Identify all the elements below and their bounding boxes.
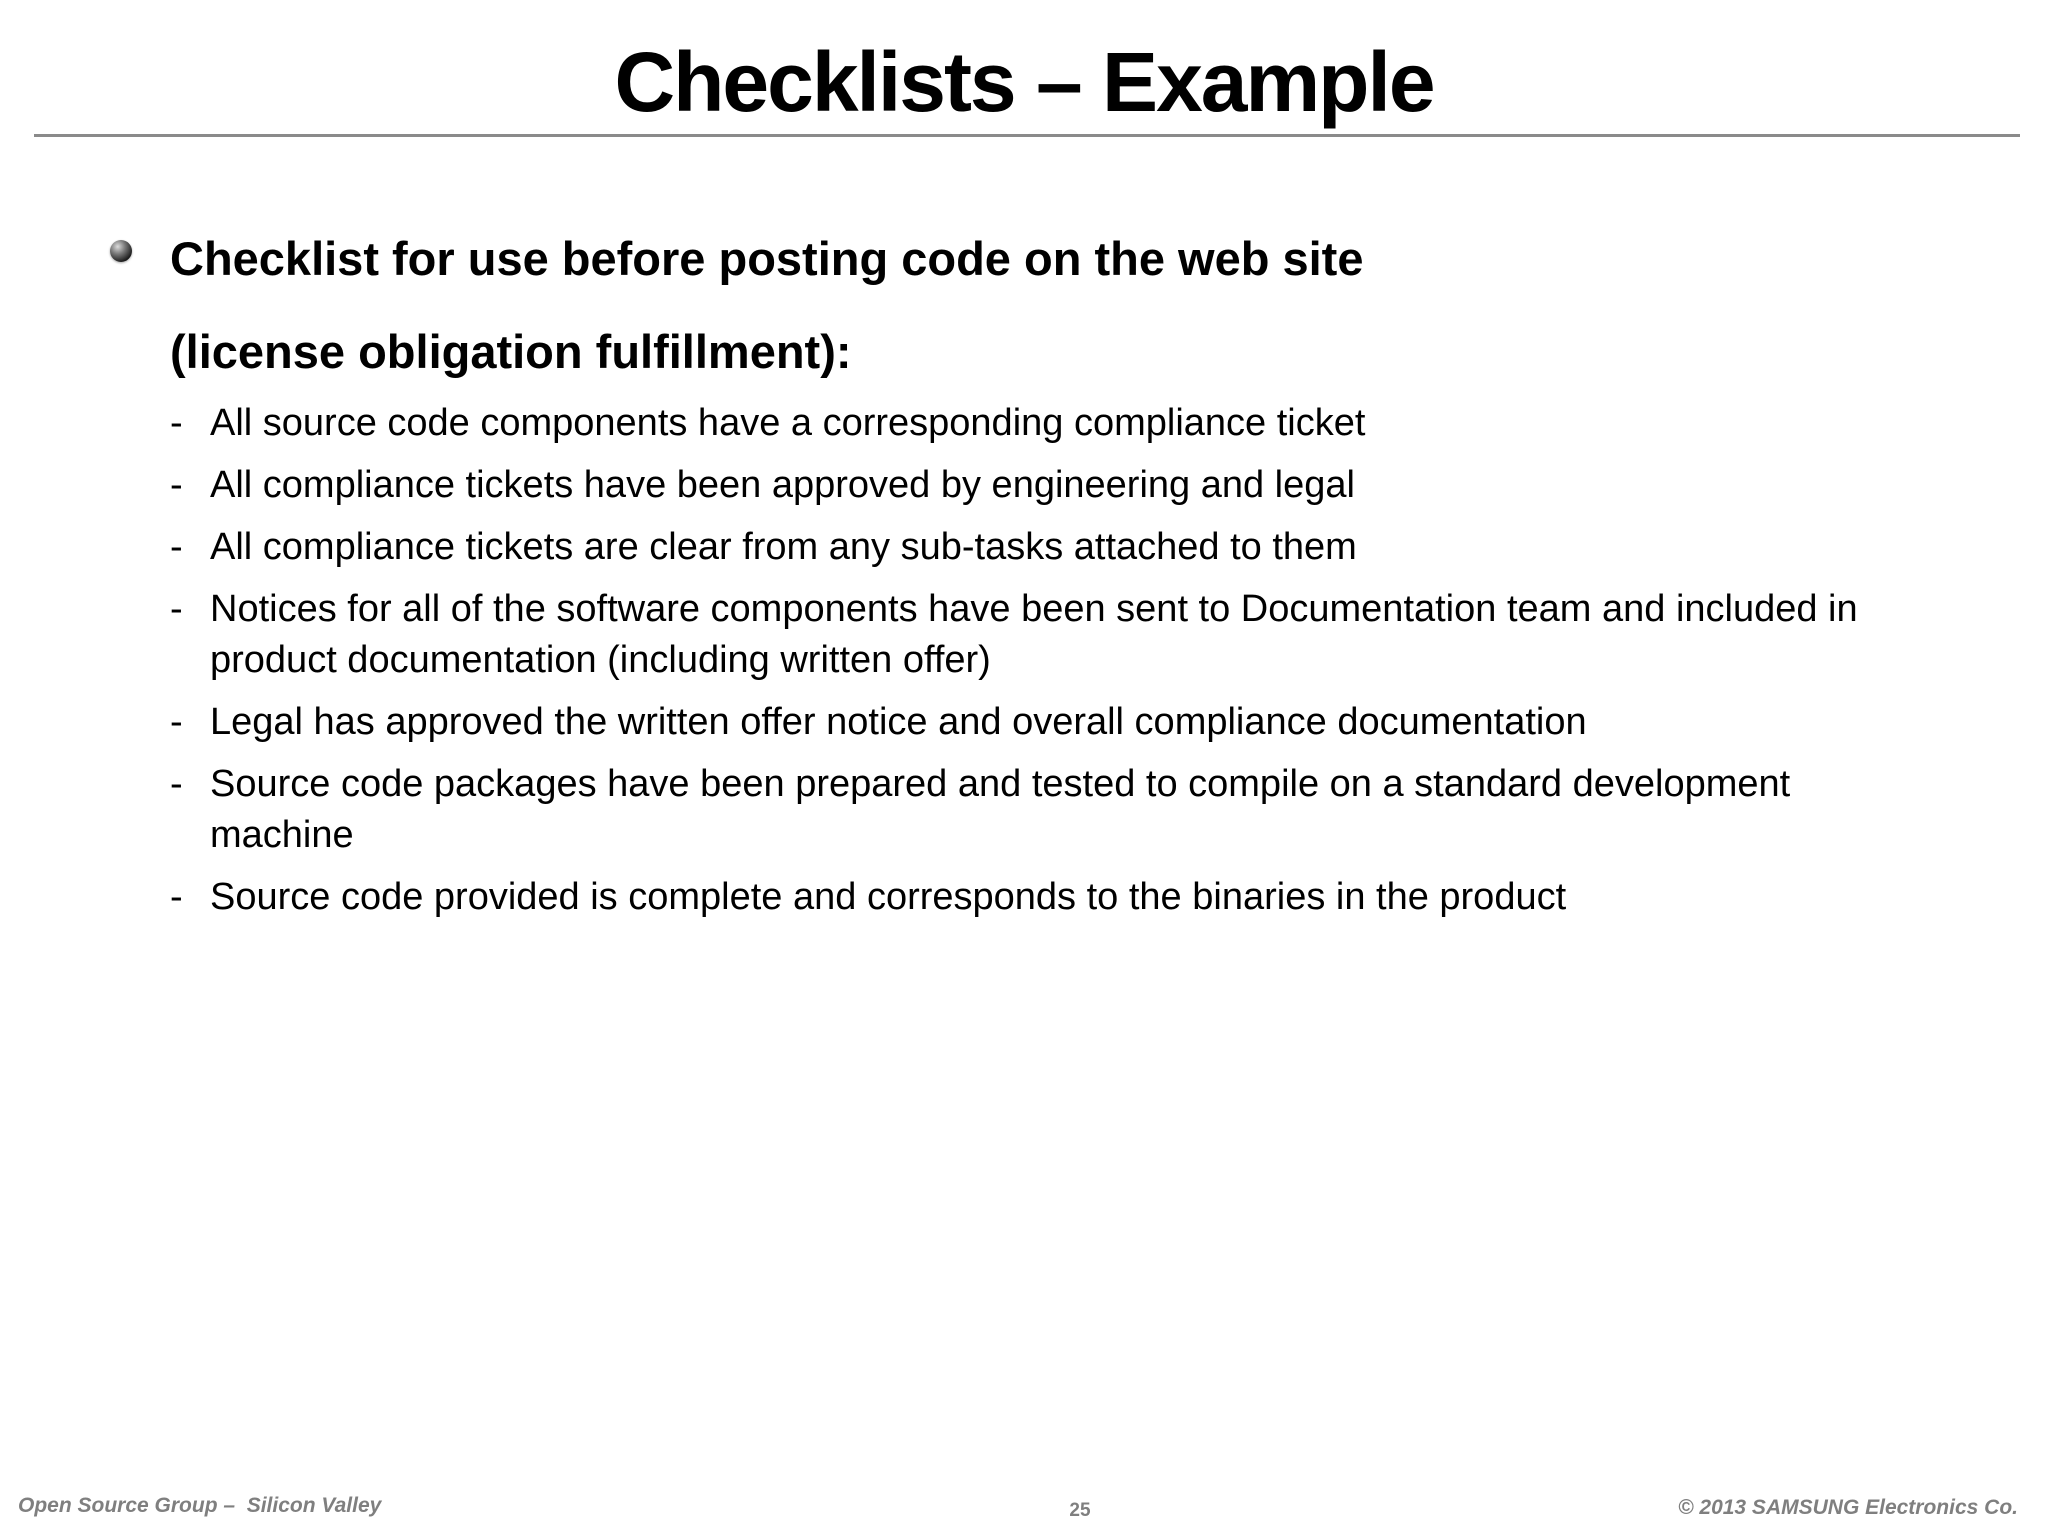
dash-marker: - <box>170 464 183 506</box>
footer-group-name: Open Source Group – Silicon Valley <box>18 1494 382 1517</box>
footer-copyright: © 2013 SAMSUNG Electronics Co. <box>1678 1496 2018 1519</box>
main-bullet <box>110 212 1910 398</box>
checklist-item-text: All compliance tickets have been approved by engineering and legal <box>210 464 1355 506</box>
checklist-item <box>170 460 1910 511</box>
dash-marker: - <box>170 763 183 805</box>
dash-marker: - <box>170 876 183 918</box>
main-bullet-line-1: Checklist for use before posting code on the web site <box>170 232 1364 285</box>
checklist-item-text: All source code components have a corresponding compliance ticket <box>210 402 1366 444</box>
slide-title: Checklists – Example <box>614 35 1434 129</box>
dash-marker: - <box>170 402 183 444</box>
checklist-item-text: Source code provided is complete and corresponds to the binaries in the product <box>210 876 1567 918</box>
checklist <box>110 398 1910 923</box>
checklist-item-text: Source code packages have been prepared and tested to compile on a standard development machine <box>210 763 1791 856</box>
checklist-item <box>170 398 1910 449</box>
dash-marker: - <box>170 526 183 568</box>
title-divider <box>34 134 2020 137</box>
bullet-icon <box>110 240 132 262</box>
checklist-item <box>170 759 1910 861</box>
checklist-item-text: All compliance tickets are clear from any sub-tasks attached to them <box>210 526 1357 568</box>
main-bullet-line-2: (license obligation fulfillment): <box>170 325 852 378</box>
checklist-item <box>170 872 1910 923</box>
checklist-item <box>170 584 1910 686</box>
dash-marker: - <box>170 588 183 630</box>
slide-content <box>110 212 1910 934</box>
checklist-item <box>170 697 1910 748</box>
checklist-item-text: Notices for all of the software components have been sent to Documentation team and included in product documentation (including written offer) <box>210 588 1858 681</box>
page-number: 25 <box>1069 1500 1091 1521</box>
dash-marker: - <box>170 701 183 743</box>
checklist-item-text: Legal has approved the written offer notice and overall compliance documentation <box>210 701 1587 743</box>
checklist-item <box>170 522 1910 573</box>
